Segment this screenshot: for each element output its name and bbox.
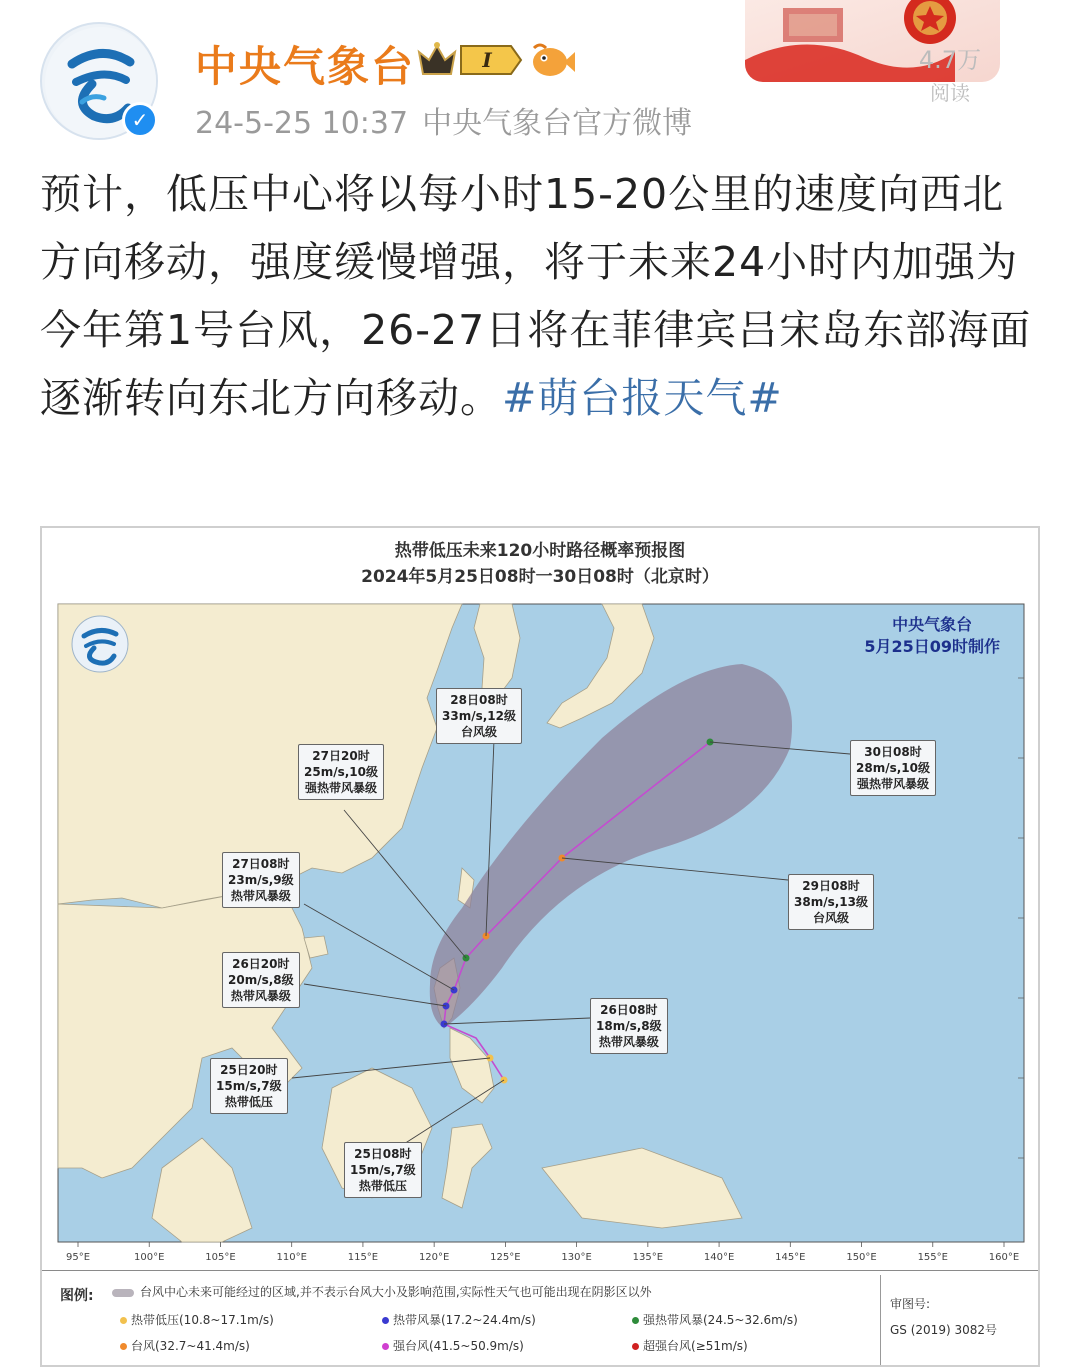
legend-divider <box>880 1275 881 1365</box>
lon-tick-label: 155°E <box>917 1252 948 1263</box>
lon-tick-label: 95°E <box>65 1252 91 1263</box>
legend-area-note: 台风中心未来可能经过的区域,并不表示台风大小及影响范围,实际性天气也可能出现在阴影区以外 <box>112 1283 652 1300</box>
callout-27-20: 27日20时 25m/s,10级 强热带风暴级 <box>298 744 384 800</box>
agency-name: 中央气象台 <box>892 615 973 634</box>
legend-dot-icon <box>632 1317 639 1324</box>
lon-tick-label: 110°E <box>276 1252 307 1263</box>
lon-tick-label: 115°E <box>347 1252 379 1263</box>
post-source[interactable]: 中央气象台官方微博 <box>422 106 693 141</box>
lon-tick-label: 145°E <box>775 1252 806 1263</box>
read-count: 4.7万 <box>918 46 982 74</box>
legend-item-super-ty: 超强台风(≥51m/s) <box>632 1337 748 1354</box>
read-label: 阅读 <box>930 81 970 105</box>
lon-tick-label: 140°E <box>703 1252 735 1263</box>
timestamp: 24-5-25 10:37 <box>195 106 409 141</box>
verified-icon: ✓ <box>122 102 158 138</box>
lon-tick-label: 130°E <box>561 1252 592 1263</box>
callout-30-08: 30日08时 28m/s,10级 强热带风暴级 <box>850 740 936 796</box>
probability-area-swatch-icon <box>112 1289 134 1297</box>
lon-tick-label: 120°E <box>418 1252 450 1263</box>
post-meta <box>195 98 692 142</box>
legend-dot-icon <box>382 1317 389 1324</box>
map-legend <box>42 1270 1038 1367</box>
legend-item-td: 热带低压(10.8~17.1m/s) <box>120 1311 274 1328</box>
post-body <box>40 160 1040 432</box>
read-counter <box>900 40 1000 106</box>
callout-27-08: 27日08时 23m/s,9级 热带风暴级 <box>222 852 300 908</box>
badge-level: I <box>482 48 492 72</box>
longitude-ticks <box>66 1242 1019 1263</box>
hashtag-link[interactable]: #萌台报天气# <box>502 374 783 422</box>
lon-tick-label: 150°E <box>846 1252 877 1263</box>
legend-item-ty: 台风(32.7~41.4m/s) <box>120 1337 250 1354</box>
agency-label <box>864 614 1000 658</box>
map-approval: 审图号: GS (2019) 3082号 <box>890 1297 997 1337</box>
typhoon-track-map-image[interactable] <box>40 526 1040 1367</box>
callout-28-08: 28日08时 33m/s,12级 台风级 <box>436 688 522 744</box>
lon-tick-label: 160°E <box>988 1252 1020 1263</box>
legend-dot-icon <box>120 1317 127 1324</box>
lon-tick-label: 105°E <box>205 1252 236 1263</box>
username[interactable]: 中央气象台 <box>195 42 416 91</box>
legend-dot-icon <box>382 1343 389 1350</box>
map-title-line1: 热带低压未来120小时路径概率预报图 <box>394 541 686 561</box>
callout-26-20: 26日20时 20m/s,8级 热带风暴级 <box>222 952 300 1008</box>
post-text: 预计，低压中心将以每小时15-20公里的速度向西北方向移动，强度缓慢增强，将于未来24小时内加强为今年第1号台风，26-27日将在菲律宾吕宋岛东部海面逐渐转向东北方向移动。 <box>40 170 1032 422</box>
legend-dot-icon <box>120 1343 127 1350</box>
map-cma-logo-icon <box>72 616 128 672</box>
legend-item-ts: 热带风暴(17.2~24.4m/s) <box>382 1311 536 1328</box>
callout-26-08: 26日08时 18m/s,8级 热带风暴级 <box>590 998 668 1054</box>
legend-item-sty: 强台风(41.5~50.9m/s) <box>382 1337 524 1354</box>
issue-time: 5月25日09时制作 <box>864 637 1000 656</box>
lon-tick-label: 100°E <box>134 1252 165 1263</box>
legend-dot-icon <box>632 1343 639 1350</box>
fish-badge-icon[interactable] <box>528 38 576 82</box>
map-title-line2: 2024年5月25日08时一30日08时（北京时） <box>361 567 719 587</box>
legend-title: 图例: <box>60 1288 94 1304</box>
lon-tick-label: 125°E <box>490 1252 521 1263</box>
lon-tick-label: 135°E <box>632 1252 664 1263</box>
crown-vip-badge-icon[interactable] <box>415 38 525 82</box>
callout-25-20: 25日20时 15m/s,7级 热带低压 <box>210 1058 288 1114</box>
callout-25-08: 25日08时 15m/s,7级 热带低压 <box>344 1142 422 1198</box>
post-header <box>0 0 1080 150</box>
callout-29-08: 29日08时 38m/s,13级 台风级 <box>788 874 874 930</box>
legend-item-sts: 强热带风暴(24.5~32.6m/s) <box>632 1311 798 1328</box>
